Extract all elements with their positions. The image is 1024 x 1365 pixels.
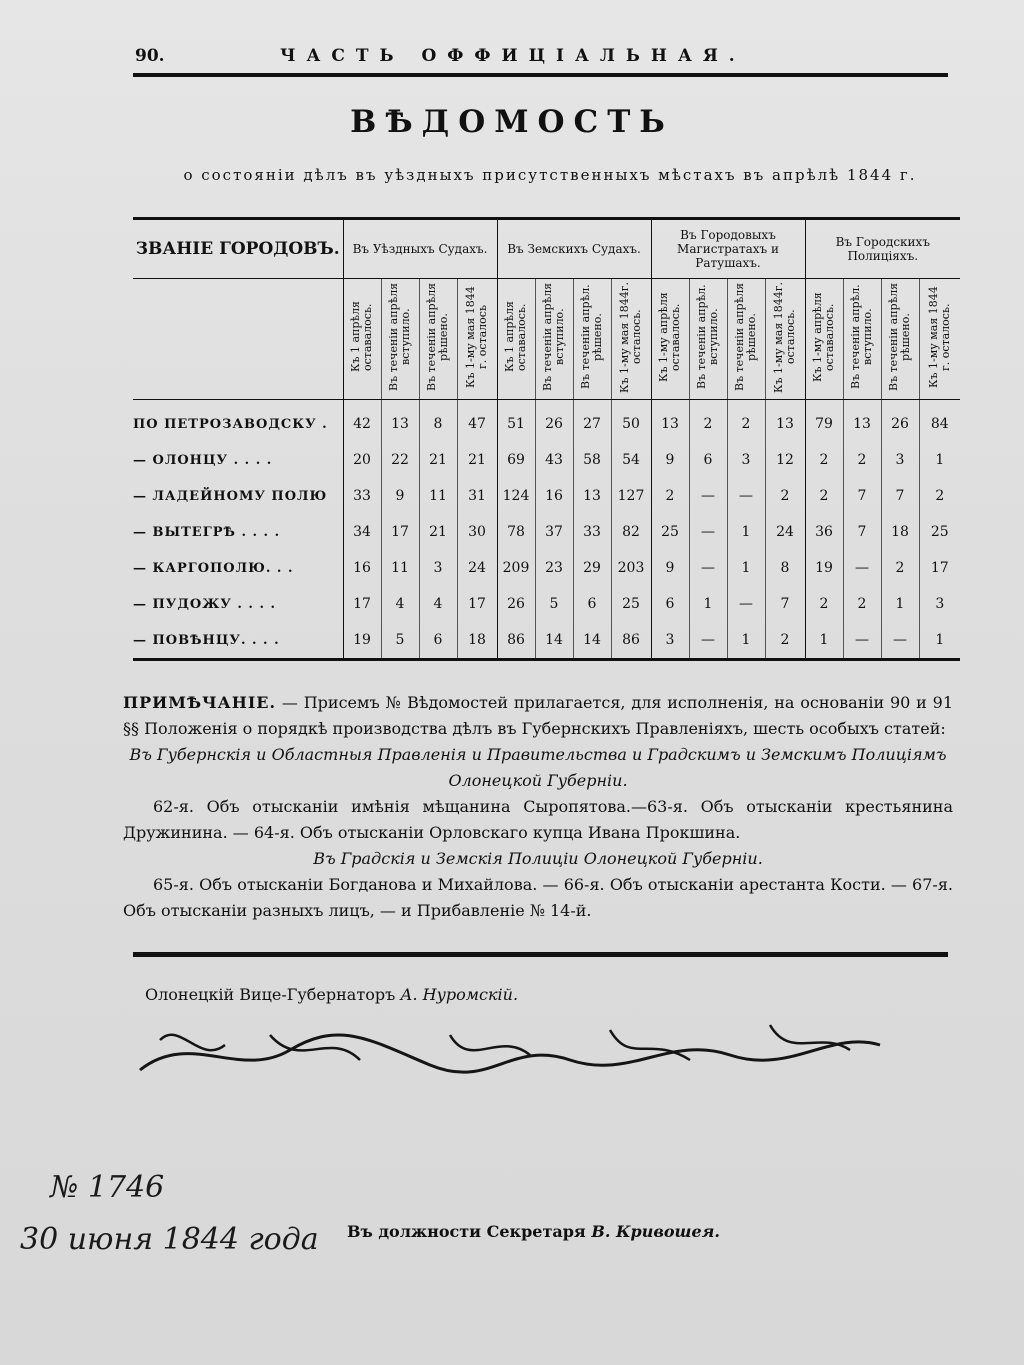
table-cell: 16 [343,550,381,586]
table-cell: 9 [651,550,689,586]
handwritten-signature [130,1010,890,1090]
table-row [133,586,960,622]
column-header: Къ 1 апрѣля оставалось. [503,301,529,373]
city-column-header: ЗВАНІЕ ГОРОДОВЪ. [133,219,343,279]
note-heading: Въ Градскія и Земскія Полиціи Олонецкой Губерніи. [313,849,763,868]
city-name: — ОЛОНЦУ . . . . [133,442,343,478]
handwritten-number: № 1746 [50,1170,165,1205]
table-cell: 17 [381,514,419,550]
table-cell: 2 [727,400,765,443]
table-cell: 23 [535,550,573,586]
column-header: Въ теченіи апрѣл. рѣшено. [579,284,605,390]
table-cell: 1 [881,586,919,622]
table-cell: 1 [727,550,765,586]
table-cell: — [689,478,727,514]
table-cell: 1 [919,442,960,478]
column-header: Къ 1-му мая 1844 г. осталось [464,286,489,388]
table-cell: 2 [765,478,805,514]
column-header: Въ теченіи апрѣля вступило. [387,282,412,392]
table-row [133,514,960,550]
table-cell: 1 [689,586,727,622]
column-header: Къ 1-му апрѣля оставалось. [657,292,683,382]
column-header: Въ теченіи апрѣля рѣшено. [425,282,450,392]
table-cell: 51 [497,400,535,443]
table-cell: 54 [611,442,651,478]
table-cell: 20 [343,442,381,478]
table-cell: 27 [573,400,611,443]
table-cell: 42 [343,400,381,443]
table-cell: 7 [843,514,881,550]
table-cell: — [843,622,881,660]
table-cell: 50 [611,400,651,443]
running-title: ЧАСТЬ ОФФИЦІАЛЬНАЯ. [280,46,746,66]
document-title: ВѢДОМОСТЬ [350,104,674,140]
table-cell: 82 [611,514,651,550]
table-cell: 2 [805,478,843,514]
table-cell: 6 [419,622,457,660]
table-cell: — [689,550,727,586]
table-cell: — [689,622,727,660]
table-cell: 7 [843,478,881,514]
table-cell: 8 [419,400,457,443]
table-cell: 6 [573,586,611,622]
table-cell: 31 [457,478,497,514]
table-cell: 9 [651,442,689,478]
table-cell: 24 [765,514,805,550]
table-cell: 2 [765,622,805,660]
note-intro: — Присемъ № Вѣдомостей прилагается, для исполненія, на основаніи 90 и 91 §§ Положенія о порядкѣ производства дѣлъ въ Губернскихъ Правленіяхъ, шесть особыхъ статей: [123,693,954,738]
table-cell: 1 [727,622,765,660]
table-cell: 1 [919,622,960,660]
table-cell: 79 [805,400,843,443]
vice-governor-line [145,985,518,1004]
table-cell: 26 [881,400,919,443]
table-cell: 17 [457,586,497,622]
page-number: 90. [135,46,165,66]
table-cell: 2 [805,586,843,622]
table-cell: 58 [573,442,611,478]
table-cell: 14 [573,622,611,660]
table-cell: 26 [535,400,573,443]
table-cell: 6 [689,442,727,478]
table-cell: 2 [689,400,727,443]
handwritten-date: 30 июня 1844 года [20,1222,319,1257]
column-header: Въ теченіи апрѣл. вступило. [849,284,875,390]
table-cell: 8 [765,550,805,586]
table-cell: 11 [381,550,419,586]
table-cell: 86 [497,622,535,660]
table-row [133,622,960,660]
table-cell: 14 [535,622,573,660]
table-cell: 209 [497,550,535,586]
footer-rule [133,952,948,957]
table-cell: 47 [457,400,497,443]
vice-governor-name: А. Нуромскій. [400,985,519,1004]
column-header: Въ теченіи апрѣля рѣшено. [733,282,759,392]
vice-governor-title: Олонецкій Вице-Губернаторъ [145,985,396,1004]
city-name: — ПОВѢНЦУ. . . . [133,622,343,660]
document-subtitle: о состояніи дѣлъ въ уѣздныхъ присутственныхъ мѣстахъ въ апрѣлѣ 1844 г. [183,166,917,184]
column-header: Къ 1-му мая 1844г. осталось. [772,281,798,393]
table-cell: 17 [343,586,381,622]
table-cell: 36 [805,514,843,550]
group-header: Въ Городовыхъ Магистратахъ и Ратушахъ. [651,219,805,279]
table-cell: 4 [419,586,457,622]
table-cell: 13 [843,400,881,443]
table-cell: 26 [497,586,535,622]
table-cell: 13 [651,400,689,443]
table-cell: 21 [457,442,497,478]
table-cell: 4 [381,586,419,622]
table-cell: 25 [919,514,960,550]
column-header: Въ теченіи апрѣл. вступило. [695,284,721,390]
table-cell: 7 [881,478,919,514]
statistics-table [133,217,958,661]
table-cell: 12 [765,442,805,478]
table-row [133,550,960,586]
table-cell: 37 [535,514,573,550]
table-cell: 5 [381,622,419,660]
column-header: Къ 1-му мая 1844 г. осталось. [926,286,952,388]
table-cell: — [689,514,727,550]
table-cell: 21 [419,442,457,478]
city-name: — ВЫТЕГРѢ . . . . [133,514,343,550]
table-cell: 13 [765,400,805,443]
city-name: — КАРГОПОЛЮ. . . [133,550,343,586]
table-cell: 22 [381,442,419,478]
column-header: Къ 1-му мая 1844г. осталось. [618,281,644,393]
table-cell: 30 [457,514,497,550]
group-header: Въ Уѣздныхъ Судахъ. [343,219,497,279]
table-row [133,400,960,443]
table-cell: 203 [611,550,651,586]
column-header: Къ 1 апрѣля оставалось. [349,301,374,373]
table-row [133,442,960,478]
table-cell: 33 [343,478,381,514]
table-cell: 19 [343,622,381,660]
column-header: Въ теченіи апрѣля вступило. [541,282,567,392]
table-cell: 19 [805,550,843,586]
group-header: Въ Земскихъ Судахъ. [497,219,651,279]
table-cell: 3 [419,550,457,586]
table-cell: 78 [497,514,535,550]
table-cell: 1 [727,514,765,550]
city-name: ПО ПЕТРОЗАВОДСКУ . [133,400,343,443]
note-paragraph: 62-я. Объ отысканіи имѣнія мѣщанина Сыропятова.—63-я. Объ отысканіи крестьянина Дружинина. — 64-я. Объ отысканіи Орловскаго купца Ивана Прокшина. [123,797,953,842]
note-section [123,690,953,924]
table-cell: 21 [419,514,457,550]
secretary-name: В. Кривошея. [591,1222,720,1241]
table-cell: 16 [535,478,573,514]
column-header: Къ 1-му апрѣля оставалось. [811,292,837,382]
table-cell: — [881,622,919,660]
table-cell: 3 [881,442,919,478]
table-cell: 84 [919,400,960,443]
note-paragraph: 65-я. Объ отысканіи Богданова и Михайлова. — 66-я. Объ отысканіи арестанта Кости. — 67-я. Объ отысканіи разныхъ лицъ, — и Прибавленіе № 14-й. [123,875,953,920]
note-heading: Въ Губернскія и Областныя Правленія и Правительства и Градскимъ и Земскимъ Полиціямъ Олонецкой Губерніи. [129,745,947,790]
table-cell: 2 [919,478,960,514]
table-row [133,478,960,514]
table-cell: 11 [419,478,457,514]
table-cell: 13 [381,400,419,443]
header-rule [133,73,948,77]
table-cell: 6 [651,586,689,622]
table-cell: 5 [535,586,573,622]
table-cell: 9 [381,478,419,514]
blank-header-cell [133,279,343,400]
column-header: Въ теченіи апрѣля рѣшено. [887,282,913,392]
table-cell: 17 [919,550,960,586]
secretary-title: Въ должности Секретаря [347,1222,586,1241]
table-cell: 3 [651,622,689,660]
table-cell: 2 [881,550,919,586]
table-cell: 7 [765,586,805,622]
table-cell: 3 [727,442,765,478]
table-cell: 2 [843,442,881,478]
table-cell: — [843,550,881,586]
running-header [135,46,945,72]
table-cell: — [727,478,765,514]
table-cell: 124 [497,478,535,514]
table-cell: 2 [651,478,689,514]
city-name: — ПУДОЖУ . . . . [133,586,343,622]
table-cell: 18 [881,514,919,550]
table-cell: 1 [805,622,843,660]
table-cell: 34 [343,514,381,550]
table-cell: 127 [611,478,651,514]
table-cell: 13 [573,478,611,514]
table-cell: 69 [497,442,535,478]
secretary-line [347,1222,720,1241]
table-cell: 43 [535,442,573,478]
city-name: — ЛАДЕЙНОМУ ПОЛЮ [133,478,343,514]
table-cell: 24 [457,550,497,586]
note-lead: ПРИМѢЧАНІЕ. [123,693,277,712]
table-cell: 25 [651,514,689,550]
table-cell: 2 [805,442,843,478]
table-cell: — [727,586,765,622]
table-cell: 33 [573,514,611,550]
table-cell: 86 [611,622,651,660]
group-header: Въ Городскихъ Полиціяхъ. [805,219,960,279]
table-cell: 18 [457,622,497,660]
table-cell: 3 [919,586,960,622]
table-cell: 2 [843,586,881,622]
table-cell: 29 [573,550,611,586]
table-cell: 25 [611,586,651,622]
